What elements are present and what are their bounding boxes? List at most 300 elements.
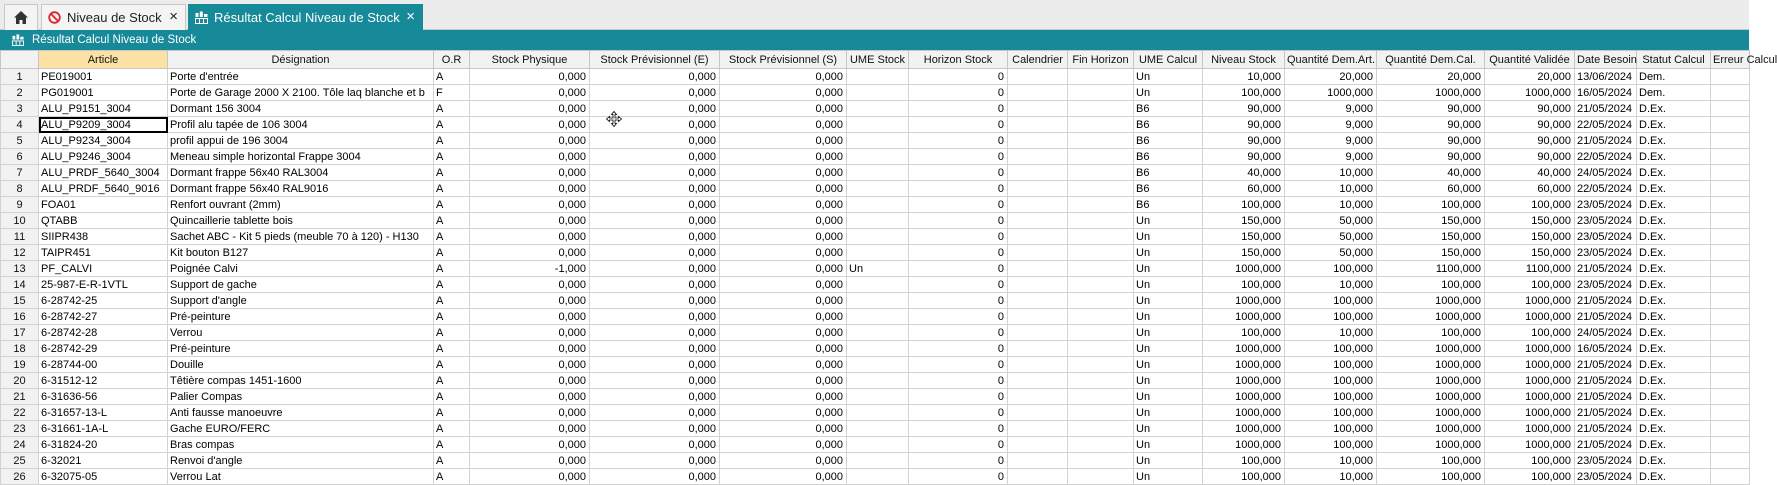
table-cell[interactable]: Poignée Calvi: [168, 261, 434, 277]
table-cell[interactable]: Un: [1134, 389, 1203, 405]
table-cell[interactable]: 0,000: [470, 277, 590, 293]
table-cell[interactable]: 1000,000: [1485, 357, 1575, 373]
table-cell[interactable]: 20,000: [1285, 69, 1377, 85]
table-cell[interactable]: Un: [1134, 453, 1203, 469]
table-cell[interactable]: 23/05/2024: [1575, 245, 1637, 261]
column-header[interactable]: O.R: [434, 51, 470, 69]
table-cell[interactable]: Un: [1134, 341, 1203, 357]
table-cell[interactable]: 0,000: [720, 373, 847, 389]
table-cell[interactable]: Un: [1134, 437, 1203, 453]
table-cell[interactable]: 1000,000: [1203, 405, 1285, 421]
table-cell[interactable]: [1068, 341, 1134, 357]
table-cell[interactable]: 0: [909, 453, 1008, 469]
table-cell[interactable]: A: [434, 229, 470, 245]
table-cell[interactable]: 0,000: [720, 149, 847, 165]
table-cell[interactable]: Un: [1134, 421, 1203, 437]
table-cell[interactable]: D.Ex.: [1637, 101, 1711, 117]
table-cell[interactable]: [1008, 229, 1068, 245]
table-cell[interactable]: Gache EURO/FERC: [168, 421, 434, 437]
table-cell[interactable]: 100,000: [1377, 277, 1485, 293]
table-cell[interactable]: 100,000: [1485, 277, 1575, 293]
table-cell[interactable]: D.Ex.: [1637, 453, 1711, 469]
table-cell[interactable]: [847, 469, 909, 485]
table-row[interactable]: [1, 181, 1750, 197]
table-cell[interactable]: QTABB: [39, 213, 168, 229]
table-cell[interactable]: 0: [909, 421, 1008, 437]
table-row[interactable]: [1, 469, 1750, 485]
table-cell[interactable]: D.Ex.: [1637, 437, 1711, 453]
table-cell[interactable]: 100,000: [1203, 277, 1285, 293]
table-cell[interactable]: 0,000: [590, 405, 720, 421]
table-cell[interactable]: 100,000: [1377, 469, 1485, 485]
table-cell[interactable]: 60,000: [1203, 181, 1285, 197]
table-cell[interactable]: 22/05/2024: [1575, 149, 1637, 165]
table-cell[interactable]: D.Ex.: [1637, 277, 1711, 293]
table-cell[interactable]: 16/05/2024: [1575, 341, 1637, 357]
table-cell[interactable]: [847, 197, 909, 213]
table-cell[interactable]: 6-28742-27: [39, 309, 168, 325]
table-cell[interactable]: [847, 117, 909, 133]
table-cell[interactable]: 1000,000: [1485, 85, 1575, 101]
table-cell[interactable]: A: [434, 261, 470, 277]
table-cell[interactable]: SIIPR438: [39, 229, 168, 245]
table-cell[interactable]: profil appui de 196 3004: [168, 133, 434, 149]
table-row[interactable]: [1, 197, 1750, 213]
table-cell[interactable]: [1068, 421, 1134, 437]
table-cell[interactable]: 20,000: [1485, 69, 1575, 85]
table-cell[interactable]: 0: [909, 197, 1008, 213]
table-cell[interactable]: D.Ex.: [1637, 165, 1711, 181]
table-cell[interactable]: 6-28744-00: [39, 357, 168, 373]
table-cell[interactable]: [847, 405, 909, 421]
table-cell[interactable]: 150,000: [1485, 245, 1575, 261]
table-cell[interactable]: 1000,000: [1377, 85, 1485, 101]
table-cell[interactable]: 0,000: [470, 357, 590, 373]
table-cell[interactable]: A: [434, 453, 470, 469]
table-cell[interactable]: 0,000: [590, 133, 720, 149]
table-cell[interactable]: 0,000: [720, 117, 847, 133]
table-cell[interactable]: A: [434, 245, 470, 261]
table-cell[interactable]: ALU_P9209_3004: [39, 117, 168, 133]
table-cell[interactable]: 1000,000: [1485, 405, 1575, 421]
table-cell[interactable]: [1711, 165, 1750, 181]
table-cell[interactable]: A: [434, 405, 470, 421]
table-cell[interactable]: 21/05/2024: [1575, 261, 1637, 277]
table-cell[interactable]: Kit bouton B127: [168, 245, 434, 261]
table-row[interactable]: [1, 229, 1750, 245]
table-cell[interactable]: 100,000: [1377, 453, 1485, 469]
table-cell[interactable]: 6-28742-29: [39, 341, 168, 357]
table-cell[interactable]: Dem.: [1637, 85, 1711, 101]
table-cell[interactable]: [1068, 389, 1134, 405]
table-cell[interactable]: [1008, 309, 1068, 325]
table-cell[interactable]: 0,000: [470, 389, 590, 405]
table-cell[interactable]: 0,000: [590, 421, 720, 437]
table-cell[interactable]: 0,000: [590, 213, 720, 229]
table-cell[interactable]: 90,000: [1485, 133, 1575, 149]
table-cell[interactable]: 1000,000: [1203, 437, 1285, 453]
table-cell[interactable]: [1008, 101, 1068, 117]
table-cell[interactable]: Verrou Lat: [168, 469, 434, 485]
table-cell[interactable]: 1000,000: [1203, 389, 1285, 405]
table-cell[interactable]: 90,000: [1377, 117, 1485, 133]
table-cell[interactable]: [1711, 229, 1750, 245]
table-cell[interactable]: 1000,000: [1203, 341, 1285, 357]
table-cell[interactable]: [1068, 469, 1134, 485]
table-cell[interactable]: 90,000: [1203, 117, 1285, 133]
table-cell[interactable]: 90,000: [1485, 101, 1575, 117]
table-cell[interactable]: 40,000: [1203, 165, 1285, 181]
table-cell[interactable]: 0: [909, 293, 1008, 309]
table-cell[interactable]: 1100,000: [1485, 261, 1575, 277]
table-cell[interactable]: A: [434, 341, 470, 357]
table-cell[interactable]: [847, 357, 909, 373]
table-cell[interactable]: Porte d'entrée: [168, 69, 434, 85]
table-cell[interactable]: [1008, 341, 1068, 357]
table-cell[interactable]: 0,000: [470, 213, 590, 229]
table-cell[interactable]: 0,000: [590, 277, 720, 293]
table-cell[interactable]: 0,000: [470, 245, 590, 261]
table-cell[interactable]: [1008, 357, 1068, 373]
table-cell[interactable]: 1100,000: [1377, 261, 1485, 277]
table-cell[interactable]: 6-32021: [39, 453, 168, 469]
table-cell[interactable]: [847, 245, 909, 261]
table-cell[interactable]: 0,000: [470, 197, 590, 213]
table-cell[interactable]: [1068, 85, 1134, 101]
column-header[interactable]: UME Stock: [847, 51, 909, 69]
table-cell[interactable]: 0,000: [590, 149, 720, 165]
table-cell[interactable]: [847, 229, 909, 245]
results-grid[interactable]: [0, 50, 1777, 483]
table-cell[interactable]: 21/05/2024: [1575, 293, 1637, 309]
table-cell[interactable]: 1000,000: [1377, 357, 1485, 373]
table-cell[interactable]: 0,000: [470, 437, 590, 453]
table-cell[interactable]: [847, 85, 909, 101]
table-cell[interactable]: 150,000: [1377, 229, 1485, 245]
table-cell[interactable]: 50,000: [1285, 213, 1377, 229]
table-cell[interactable]: 0: [909, 261, 1008, 277]
table-cell[interactable]: 1000,000: [1485, 373, 1575, 389]
table-cell[interactable]: Un: [1134, 469, 1203, 485]
table-row[interactable]: [1, 373, 1750, 389]
table-cell[interactable]: 1000,000: [1203, 373, 1285, 389]
table-cell[interactable]: [1711, 293, 1750, 309]
table-cell[interactable]: [1008, 405, 1068, 421]
table-cell[interactable]: 90,000: [1203, 101, 1285, 117]
table-cell[interactable]: [1068, 117, 1134, 133]
table-cell[interactable]: 0,000: [470, 133, 590, 149]
table-cell[interactable]: [1711, 197, 1750, 213]
table-cell[interactable]: 90,000: [1485, 117, 1575, 133]
table-cell[interactable]: 0,000: [590, 469, 720, 485]
table-cell[interactable]: [1068, 373, 1134, 389]
close-icon[interactable]: ×: [169, 8, 178, 25]
table-cell[interactable]: 9,000: [1285, 117, 1377, 133]
table-cell[interactable]: ALU_P9234_3004: [39, 133, 168, 149]
table-cell[interactable]: PE019001: [39, 69, 168, 85]
table-cell[interactable]: D.Ex.: [1637, 181, 1711, 197]
table-cell[interactable]: [1068, 69, 1134, 85]
table-cell[interactable]: 150,000: [1203, 229, 1285, 245]
table-cell[interactable]: 0,000: [470, 85, 590, 101]
table-cell[interactable]: 100,000: [1285, 421, 1377, 437]
table-cell[interactable]: [847, 293, 909, 309]
table-cell[interactable]: 0,000: [720, 229, 847, 245]
table-cell[interactable]: Quincaillerie tablette bois: [168, 213, 434, 229]
table-cell[interactable]: 0: [909, 437, 1008, 453]
table-cell[interactable]: A: [434, 149, 470, 165]
table-cell[interactable]: 0: [909, 117, 1008, 133]
table-cell[interactable]: A: [434, 69, 470, 85]
table-cell[interactable]: [1711, 117, 1750, 133]
table-cell[interactable]: Porte de Garage 2000 X 2100. Tôle laq blanche et b: [168, 85, 434, 101]
table-cell[interactable]: [1711, 405, 1750, 421]
table-cell[interactable]: 0,000: [720, 85, 847, 101]
table-cell[interactable]: Un: [1134, 229, 1203, 245]
table-cell[interactable]: 0,000: [470, 421, 590, 437]
tab-home[interactable]: [4, 4, 38, 30]
table-cell[interactable]: [1711, 389, 1750, 405]
table-cell[interactable]: A: [434, 133, 470, 149]
table-cell[interactable]: 0,000: [720, 389, 847, 405]
tab-resultat-calcul[interactable]: [188, 4, 423, 30]
table-cell[interactable]: A: [434, 469, 470, 485]
table-cell[interactable]: 6-32075-05: [39, 469, 168, 485]
table-cell[interactable]: A: [434, 421, 470, 437]
table-row[interactable]: [1, 133, 1750, 149]
table-cell[interactable]: [1068, 357, 1134, 373]
table-cell[interactable]: 0,000: [720, 69, 847, 85]
table-cell[interactable]: 10,000: [1285, 197, 1377, 213]
table-cell[interactable]: [1711, 277, 1750, 293]
table-cell[interactable]: 0,000: [590, 69, 720, 85]
table-cell[interactable]: [1008, 389, 1068, 405]
table-cell[interactable]: 21/05/2024: [1575, 101, 1637, 117]
table-cell[interactable]: 0: [909, 405, 1008, 421]
table-cell[interactable]: [1068, 165, 1134, 181]
table-cell[interactable]: D.Ex.: [1637, 197, 1711, 213]
table-cell[interactable]: [847, 181, 909, 197]
table-cell[interactable]: 0,000: [470, 325, 590, 341]
table-cell[interactable]: 10,000: [1285, 325, 1377, 341]
table-row[interactable]: [1, 277, 1750, 293]
table-cell[interactable]: D.Ex.: [1637, 213, 1711, 229]
table-cell[interactable]: Un: [1134, 261, 1203, 277]
table-cell[interactable]: 150,000: [1377, 245, 1485, 261]
table-cell[interactable]: [1068, 293, 1134, 309]
table-cell[interactable]: D.Ex.: [1637, 293, 1711, 309]
table-cell[interactable]: 0: [909, 341, 1008, 357]
table-cell[interactable]: 0,000: [470, 181, 590, 197]
table-cell[interactable]: 0,000: [720, 165, 847, 181]
table-cell[interactable]: 90,000: [1377, 101, 1485, 117]
table-cell[interactable]: [1008, 181, 1068, 197]
column-header[interactable]: UME Calcul: [1134, 51, 1203, 69]
table-cell[interactable]: 23/05/2024: [1575, 453, 1637, 469]
table-cell[interactable]: 100,000: [1203, 453, 1285, 469]
table-cell[interactable]: 0,000: [590, 389, 720, 405]
table-cell[interactable]: Pré-peinture: [168, 341, 434, 357]
table-cell[interactable]: Support de gache: [168, 277, 434, 293]
table-cell[interactable]: 40,000: [1485, 165, 1575, 181]
table-cell[interactable]: [1711, 309, 1750, 325]
table-cell[interactable]: Dormant frappe 56x40 RAL9016: [168, 181, 434, 197]
table-cell[interactable]: Têtière compas 1451-1600: [168, 373, 434, 389]
table-cell[interactable]: 10,000: [1285, 165, 1377, 181]
table-cell[interactable]: PG019001: [39, 85, 168, 101]
table-cell[interactable]: 0,000: [720, 101, 847, 117]
table-cell[interactable]: 1000,000: [1377, 309, 1485, 325]
table-row[interactable]: [1, 293, 1750, 309]
table-cell[interactable]: 13/06/2024: [1575, 69, 1637, 85]
table-cell[interactable]: [1008, 197, 1068, 213]
table-cell[interactable]: 0,000: [720, 261, 847, 277]
table-cell[interactable]: [1008, 293, 1068, 309]
table-cell[interactable]: Dem.: [1637, 69, 1711, 85]
table-cell[interactable]: 10,000: [1285, 277, 1377, 293]
table-cell[interactable]: 0: [909, 357, 1008, 373]
table-cell[interactable]: ALU_P9151_3004: [39, 101, 168, 117]
table-cell[interactable]: 1000,000: [1203, 293, 1285, 309]
table-cell[interactable]: 0,000: [720, 453, 847, 469]
table-cell[interactable]: [847, 101, 909, 117]
table-cell[interactable]: 0,000: [590, 245, 720, 261]
column-header[interactable]: Désignation: [168, 51, 434, 69]
table-cell[interactable]: A: [434, 309, 470, 325]
table-cell[interactable]: FOA01: [39, 197, 168, 213]
table-cell[interactable]: ALU_PRDF_5640_9016: [39, 181, 168, 197]
table-cell[interactable]: [847, 213, 909, 229]
table-cell[interactable]: 0,000: [470, 101, 590, 117]
table-cell[interactable]: 1000,000: [1203, 309, 1285, 325]
table-cell[interactable]: [1711, 421, 1750, 437]
table-cell[interactable]: [1711, 325, 1750, 341]
table-cell[interactable]: 1000,000: [1377, 437, 1485, 453]
column-header[interactable]: Erreur Calcul: [1711, 51, 1750, 69]
table-cell[interactable]: 0: [909, 373, 1008, 389]
table-cell[interactable]: 0: [909, 245, 1008, 261]
table-cell[interactable]: 0,000: [720, 405, 847, 421]
table-cell[interactable]: 0: [909, 85, 1008, 101]
table-cell[interactable]: 0,000: [590, 453, 720, 469]
table-cell[interactable]: D.Ex.: [1637, 325, 1711, 341]
table-cell[interactable]: [1008, 133, 1068, 149]
table-cell[interactable]: 150,000: [1203, 245, 1285, 261]
table-cell[interactable]: 1000,000: [1377, 389, 1485, 405]
column-header[interactable]: Quantité Dem.Art.: [1285, 51, 1377, 69]
table-cell[interactable]: 6-28742-25: [39, 293, 168, 309]
table-cell[interactable]: [1008, 421, 1068, 437]
table-cell[interactable]: [1068, 149, 1134, 165]
table-cell[interactable]: 21/05/2024: [1575, 357, 1637, 373]
table-cell[interactable]: Anti fausse manoeuvre: [168, 405, 434, 421]
table-cell[interactable]: Profil alu tapée de 106 3004: [168, 117, 434, 133]
table-cell[interactable]: 6-31661-1A-L: [39, 421, 168, 437]
table-cell[interactable]: Dormant frappe 56x40 RAL3004: [168, 165, 434, 181]
table-cell[interactable]: 1000,000: [1203, 357, 1285, 373]
table-cell[interactable]: 0,000: [590, 325, 720, 341]
table-row[interactable]: [1, 325, 1750, 341]
table-cell[interactable]: 0,000: [590, 373, 720, 389]
table-cell[interactable]: 6-31824-20: [39, 437, 168, 453]
table-cell[interactable]: 100,000: [1203, 469, 1285, 485]
table-cell[interactable]: [1711, 453, 1750, 469]
table-row[interactable]: [1, 453, 1750, 469]
table-cell[interactable]: Un: [1134, 325, 1203, 341]
table-cell[interactable]: 0,000: [720, 197, 847, 213]
table-cell[interactable]: D.Ex.: [1637, 309, 1711, 325]
table-cell[interactable]: 0,000: [590, 309, 720, 325]
table-cell[interactable]: 1000,000: [1285, 85, 1377, 101]
table-row[interactable]: [1, 69, 1750, 85]
table-cell[interactable]: [1008, 149, 1068, 165]
table-cell[interactable]: 0,000: [470, 405, 590, 421]
table-cell[interactable]: [1068, 277, 1134, 293]
table-cell[interactable]: Un: [1134, 69, 1203, 85]
table-cell[interactable]: 100,000: [1377, 325, 1485, 341]
table-cell[interactable]: [847, 133, 909, 149]
table-row[interactable]: [1, 213, 1750, 229]
table-cell[interactable]: 0: [909, 309, 1008, 325]
table-cell[interactable]: 0: [909, 277, 1008, 293]
table-cell[interactable]: [1711, 373, 1750, 389]
table-cell[interactable]: 90,000: [1203, 133, 1285, 149]
table-cell[interactable]: F: [434, 85, 470, 101]
table-cell[interactable]: [1711, 133, 1750, 149]
table-cell[interactable]: [1008, 453, 1068, 469]
table-cell[interactable]: B6: [1134, 181, 1203, 197]
table-row[interactable]: [1, 309, 1750, 325]
table-cell[interactable]: 0,000: [720, 325, 847, 341]
table-cell[interactable]: [1008, 261, 1068, 277]
table-cell[interactable]: [1711, 469, 1750, 485]
table-cell[interactable]: 0,000: [720, 181, 847, 197]
table-cell[interactable]: [1008, 213, 1068, 229]
column-header[interactable]: Calendrier: [1008, 51, 1068, 69]
table-cell[interactable]: [847, 165, 909, 181]
table-cell[interactable]: 23/05/2024: [1575, 197, 1637, 213]
table-row[interactable]: [1, 117, 1750, 133]
table-cell[interactable]: ALU_P9246_3004: [39, 149, 168, 165]
table-cell[interactable]: 0: [909, 133, 1008, 149]
column-header[interactable]: Quantité Dem.Cal.: [1377, 51, 1485, 69]
table-cell[interactable]: Un: [1134, 85, 1203, 101]
table-cell[interactable]: [1068, 133, 1134, 149]
table-cell[interactable]: D.Ex.: [1637, 357, 1711, 373]
table-cell[interactable]: Meneau simple horizontal Frappe 3004: [168, 149, 434, 165]
table-cell[interactable]: Un: [1134, 293, 1203, 309]
table-row[interactable]: [1, 101, 1750, 117]
column-header[interactable]: Stock Physique: [470, 51, 590, 69]
table-cell[interactable]: Renfort ouvrant (2mm): [168, 197, 434, 213]
table-cell[interactable]: 6-31512-12: [39, 373, 168, 389]
table-cell[interactable]: 9,000: [1285, 133, 1377, 149]
table-cell[interactable]: A: [434, 165, 470, 181]
table-cell[interactable]: 0,000: [590, 229, 720, 245]
table-cell[interactable]: 0: [909, 69, 1008, 85]
table-cell[interactable]: B6: [1134, 133, 1203, 149]
corner-cell[interactable]: [1, 51, 39, 69]
table-cell[interactable]: 100,000: [1285, 357, 1377, 373]
table-cell[interactable]: A: [434, 293, 470, 309]
table-cell[interactable]: 0,000: [470, 117, 590, 133]
table-cell[interactable]: 150,000: [1203, 213, 1285, 229]
table-cell[interactable]: 1000,000: [1485, 389, 1575, 405]
table-cell[interactable]: 60,000: [1485, 181, 1575, 197]
table-cell[interactable]: 10,000: [1285, 181, 1377, 197]
table-cell[interactable]: 1000,000: [1377, 405, 1485, 421]
table-cell[interactable]: [847, 69, 909, 85]
